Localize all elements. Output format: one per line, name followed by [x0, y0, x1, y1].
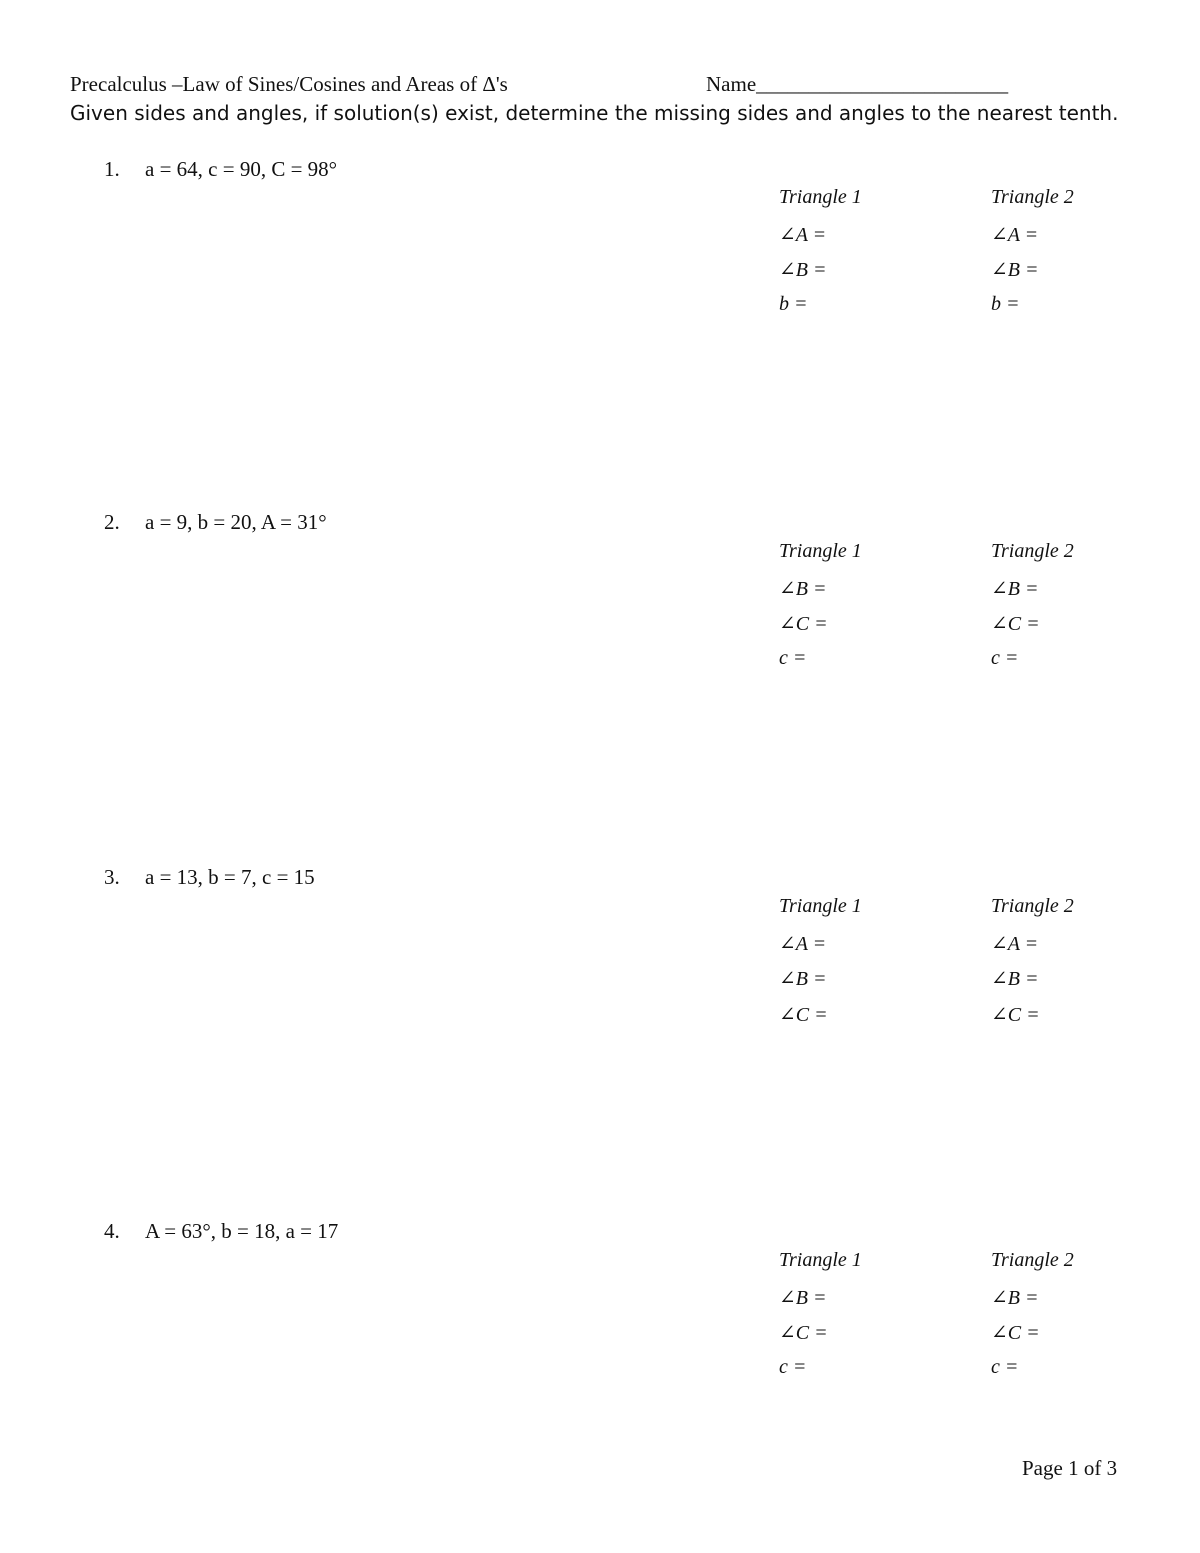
worksheet-title: Precalculus –Law of Sines/Cosines and Areas of Δ's	[70, 72, 508, 96]
answer-row: ∠B =	[991, 259, 1039, 281]
page-number: Page 1 of 3	[1022, 1456, 1118, 1480]
answer-row: ∠C =	[779, 1322, 828, 1344]
answer-row: ∠C =	[779, 613, 828, 635]
triangle-title: Triangle 1	[779, 186, 862, 208]
answer-row: ∠C =	[991, 1322, 1040, 1344]
triangle-title: Triangle 1	[779, 895, 862, 917]
answer-row: c =	[779, 647, 807, 669]
triangle-title: Triangle 1	[779, 1249, 862, 1271]
problem-given: A = 63°, b = 18, a = 17	[145, 1219, 339, 1243]
answer-row: c =	[779, 1356, 807, 1378]
triangle-title: Triangle 2	[991, 1249, 1074, 1271]
problem-given: a = 64, c = 90, C = 98°	[145, 157, 338, 181]
answer-row: ∠B =	[779, 1287, 827, 1309]
answer-row: ∠C =	[991, 613, 1040, 635]
problem-number: 4.	[104, 1219, 120, 1243]
answer-row: ∠B =	[991, 578, 1039, 600]
problem-number: 1.	[104, 157, 120, 181]
answer-row: ∠B =	[779, 259, 827, 281]
answer-row: ∠B =	[779, 578, 827, 600]
answer-row: b =	[779, 293, 808, 315]
answer-row: c =	[991, 1356, 1019, 1378]
problem-given: a = 13, b = 7, c = 15	[145, 865, 315, 889]
name-field-label: Name________________________	[706, 72, 1009, 96]
answer-row: ∠B =	[779, 968, 827, 990]
problem-4	[104, 1219, 338, 1244]
answer-row: ∠C =	[779, 1004, 828, 1026]
answer-row: ∠A =	[779, 933, 827, 955]
instructions: Given sides and angles, if solution(s) exist, determine the missing sides and angles to the nearest tenth.	[70, 101, 1119, 125]
triangle-title: Triangle 2	[991, 186, 1074, 208]
answer-row: b =	[991, 293, 1020, 315]
problem-1	[104, 157, 337, 182]
triangle-title: Triangle 1	[779, 540, 862, 562]
problem-3	[104, 865, 315, 890]
problem-number: 2.	[104, 510, 120, 534]
triangle-title: Triangle 2	[991, 540, 1074, 562]
answer-row: ∠A =	[779, 224, 827, 246]
problem-given: a = 9, b = 20, A = 31°	[145, 510, 327, 534]
answer-row: ∠B =	[991, 1287, 1039, 1309]
answer-row: ∠C =	[991, 1004, 1040, 1026]
triangle-title: Triangle 2	[991, 895, 1074, 917]
problem-2	[104, 510, 327, 535]
answer-row: c =	[991, 647, 1019, 669]
answer-row: ∠B =	[991, 968, 1039, 990]
answer-row: ∠A =	[991, 933, 1039, 955]
problem-number: 3.	[104, 865, 120, 889]
answer-row: ∠A =	[991, 224, 1039, 246]
